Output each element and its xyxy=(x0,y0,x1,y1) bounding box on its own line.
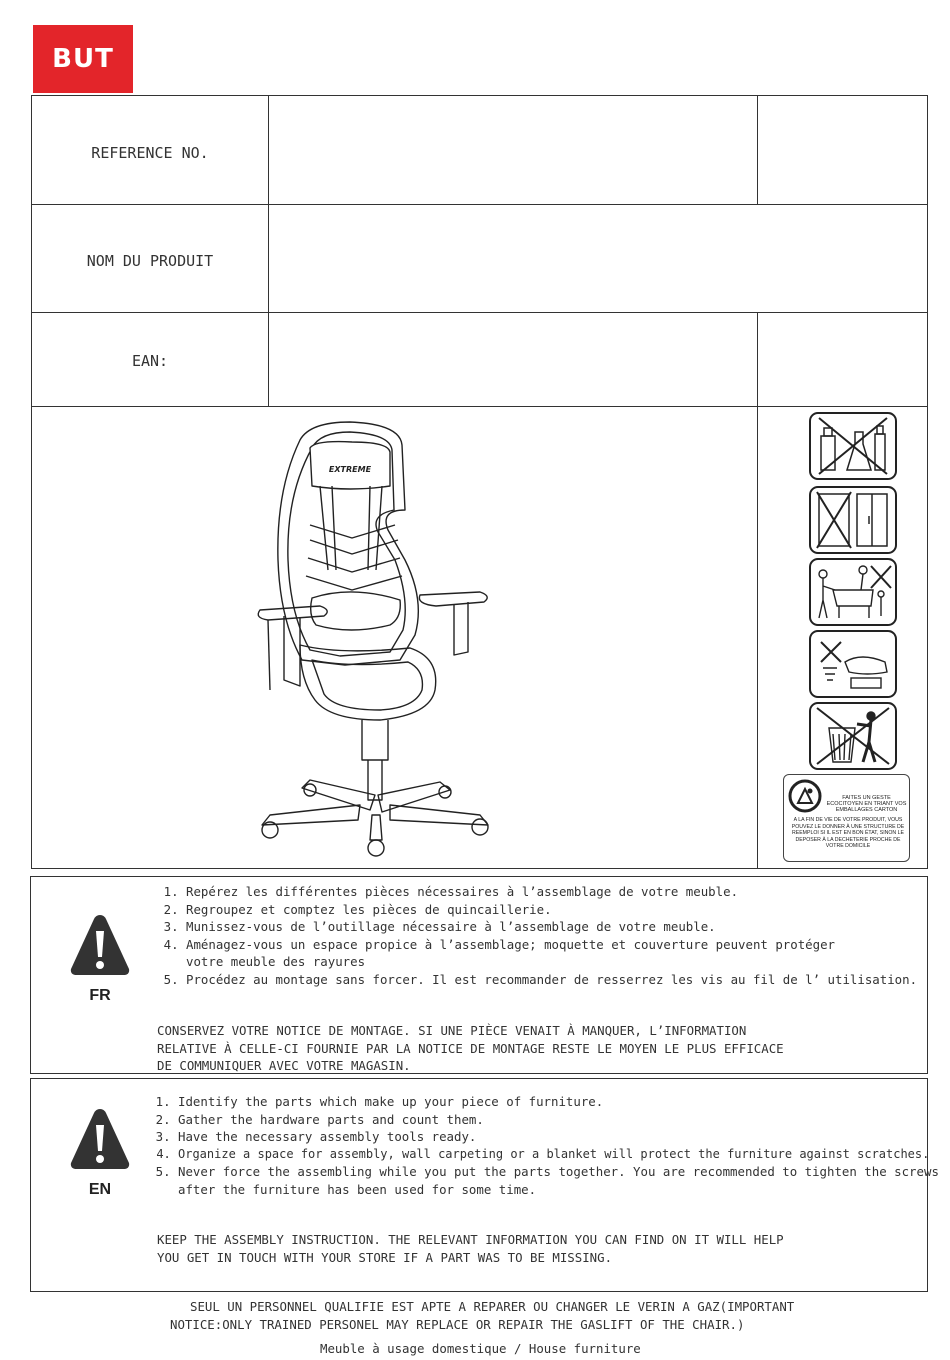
en-steps-list xyxy=(153,1093,948,1198)
no-water-cleaning-icon xyxy=(809,630,897,698)
recycling-badge xyxy=(783,774,910,862)
en-step: 2. Gather the hardware parts and count them. xyxy=(178,1111,948,1129)
fr-steps-list xyxy=(161,883,946,988)
two-person-assembly-icon xyxy=(809,558,897,626)
en-step: 3. Have the necessary assembly tools ready. xyxy=(178,1128,948,1146)
row-divider xyxy=(32,204,927,205)
no-trash-disposal-icon xyxy=(809,702,897,770)
en-step: 1. Identify the parts which make up your piece of furniture. xyxy=(178,1093,948,1111)
warning-icon xyxy=(69,1105,131,1175)
column-divider xyxy=(268,96,269,406)
en-warning-block xyxy=(69,1105,131,1198)
footer-line-3: Meuble à usage domestique / House furniture xyxy=(320,1341,641,1356)
en-step: 5. Never force the assembling while you put the parts together. You are recommended to tighten the screws after the furniture has been used for some time. xyxy=(178,1163,948,1198)
fr-step: 1. Repérez les différentes pièces nécessaires à l’assemblage de votre meuble. xyxy=(186,883,946,901)
en-language-label: EN xyxy=(88,1181,112,1198)
column-divider xyxy=(757,312,758,869)
row-divider xyxy=(32,312,927,313)
fr-language-label: FR xyxy=(89,987,111,1004)
product-name-label: NOM DU PRODUIT xyxy=(86,252,214,270)
ean-label: EAN: xyxy=(131,352,169,370)
no-cabinet-icon xyxy=(809,486,897,554)
en-notice: KEEP THE ASSEMBLY INSTRUCTION. THE RELEVANT INFORMATION YOU CAN FIND ON IT WILL HELP YOU GET IN TOUCH WITH YOUR STORE IF A PART WAS TO BE MISSING. xyxy=(157,1232,784,1265)
fr-step: 3. Munissez-vous de l’outillage nécessaire à l’assemblage de votre meuble. xyxy=(186,918,946,936)
chair-brand-text: EXTREME xyxy=(328,465,372,474)
en-instructions-section xyxy=(30,1078,939,1292)
warning-icon xyxy=(69,911,131,981)
fr-warning-block xyxy=(69,911,131,1004)
row-divider xyxy=(32,406,927,407)
fr-notice: CONSERVEZ VOTRE NOTICE DE MONTAGE. SI UNE PIÈCE VENAIT À MANQUER, L’INFORMATION RELATIVE À CELLE-CI FOURNIE PAR LA NOTICE DE MONTAGE RESTE LE MOYEN LE PLUS EFFICACE DE COMMUNIQUER AVEC VOTRE MAGASIN. xyxy=(157,1023,784,1073)
fr-instructions-section xyxy=(30,876,928,1074)
brand-logo: BUT xyxy=(33,25,133,93)
eco-heading: FAITES UN GESTE ECOCITOYEN EN TRIANT VOS EMBALLAGES CARTON xyxy=(826,795,907,813)
chair-illustration xyxy=(240,420,500,860)
recycling-icon xyxy=(788,779,822,813)
fr-step: 2. Regroupez et comptez les pièces de quincaillerie. xyxy=(186,901,946,919)
reference-label: REFERENCE NO. xyxy=(91,144,209,162)
eco-body: A LA FIN DE VIE DE VOTRE PRODUIT, VOUS POUVEZ LE DONNER À UNE STRUCTURE DE REEMPLOI SI IL EST EN BON ÉTAT, SINON LE DEPOSER À LA DECHETERIE PROCHE DE VOTRE DOMICILE xyxy=(791,817,905,850)
column-divider xyxy=(757,96,758,204)
fr-step: 5. Procédez au montage sans forcer. Il est recommander de resserrez les vis au fil de l’ utilisation. xyxy=(186,971,946,989)
en-step: 4. Organize a space for assembly, wall carpeting or a blanket will protect the furniture against scratches. xyxy=(178,1146,948,1164)
footer-line-2: NOTICE:ONLY TRAINED PERSONEL MAY REPLACE OR REPAIR THE GASLIFT OF THE CHAIR.) xyxy=(170,1317,745,1332)
footer-line-1: SEUL UN PERSONNEL QUALIFIE EST APTE A REPARER OU CHANGER LE VERIN A GAZ(IMPORTANT xyxy=(190,1299,795,1314)
no-chemicals-icon xyxy=(809,412,897,480)
fr-step: 4. Aménagez-vous un espace propice à l’assemblage; moquette et couverture peuvent protéger votre meuble des rayures xyxy=(186,936,856,971)
